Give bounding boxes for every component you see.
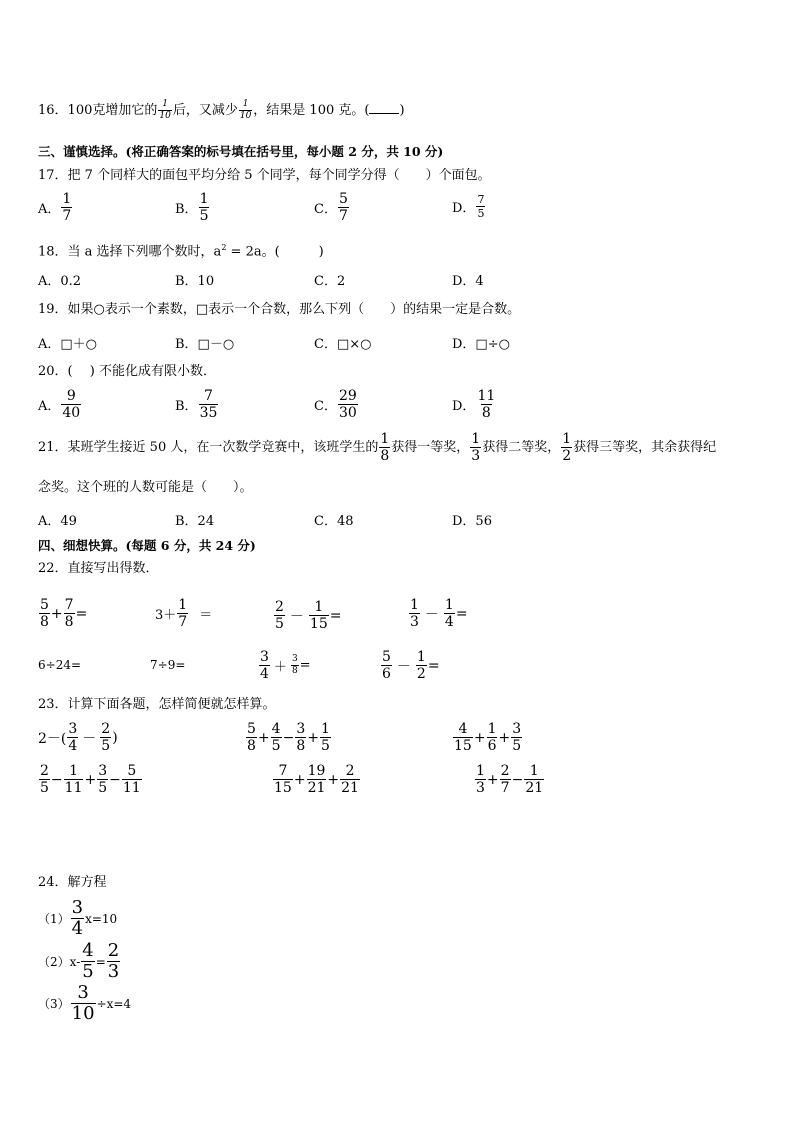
expression: $\frac{7}{15}$ + $\frac{19}{21}$ + $\frac{2}{21}$	[274, 763, 359, 796]
question-text: ，结果是 100 克。(	[253, 103, 370, 118]
option-d[interactable]: D． $\frac{7}{5}$	[452, 193, 485, 220]
fraction: $\frac{1}{10}$	[159, 99, 171, 121]
option-b[interactable]: B．□－○	[175, 337, 235, 352]
option-a[interactable]: A． $\frac{1}{7}$	[38, 191, 72, 224]
expression: $\frac{5}{6}$ － $\frac{1}{2}$ =	[382, 649, 440, 682]
option-c[interactable]: C．□×○	[314, 337, 372, 352]
question-16	[38, 100, 405, 121]
question-19: 19．如果○表示一个素数，□表示一个合数，那么下列（ ）的结果一定是合数。	[38, 302, 521, 317]
option-b[interactable]: B． $\frac{7}{35}$	[175, 388, 218, 421]
option-a[interactable]: A． $\frac{9}{40}$	[38, 388, 81, 421]
expression: $\frac{2}{5}$ － $\frac{1}{15}$ =	[275, 599, 342, 632]
expression: $\frac{1}{3}$ + $\frac{2}{7}$ − $\frac{1}{21}$	[476, 763, 544, 796]
option-a[interactable]: A．49	[38, 514, 77, 529]
question-22: 22．直接写出得数．	[38, 561, 159, 576]
answer-blank[interactable]	[369, 101, 399, 114]
option-b[interactable]: B．24	[175, 514, 215, 529]
expression: $\frac{2}{5}$ − $\frac{1}{11}$ + $\frac{3}{5}$ − $\frac{5}{11}$	[40, 763, 141, 796]
option-b[interactable]: B．10	[175, 274, 215, 289]
expression: $\frac{5}{8}$ + $\frac{7}{8}$ =	[40, 597, 88, 630]
equation-2: （2） x- $\frac{4}{5}$ = $\frac{2}{3}$	[38, 940, 120, 982]
question-text: 100克增加它的	[67, 103, 158, 118]
equation-3: （3） $\frac{3}{10}$ ÷x=4	[38, 982, 132, 1024]
option-a[interactable]: A．0.2	[38, 274, 82, 289]
expression: $\frac{4}{15}$ + $\frac{1}{6}$ + $\frac{3}{5}$	[454, 721, 522, 754]
question-21: 21．某班学生接近 50 人，在一次数学竞赛中，该班学生的 $\frac{1}{8}$ 获得一等奖， $\frac{1}{3}$ 获得二等奖， $\frac{1}{2}$ 获得三等奖，其余获得纪	[38, 431, 717, 464]
expression: $\frac{5}{8}$ + $\frac{4}{5}$ − $\frac{3}{8}$ + $\frac{1}{5}$	[247, 721, 330, 754]
section-4-title: 四、细想快算。(每题 6 分，共 24 分)	[38, 538, 256, 553]
option-d[interactable]: D．□÷○	[452, 337, 510, 352]
question-24: 24．解方程	[38, 875, 107, 890]
option-d[interactable]: D．4	[452, 274, 484, 289]
section-3-title: 三、谨慎选择。(将正确答案的标号填在括号里，每小题 2 分，共 10 分)	[38, 144, 444, 159]
expression: $\frac{3}{4}$ ＋ $\frac{3}{8}$ =	[260, 649, 311, 682]
option-b[interactable]: B． $\frac{1}{5}$	[175, 191, 209, 224]
question-number: 16．	[38, 103, 68, 118]
option-a[interactable]: A．□＋○	[38, 337, 98, 352]
question-23: 23．计算下面各题，怎样简便就怎样算。	[38, 697, 276, 712]
fraction: $\frac{1}{10}$	[239, 99, 252, 121]
expression: $\frac{1}{3}$ － $\frac{1}{4}$ =	[410, 597, 468, 630]
option-d[interactable]: D．56	[452, 514, 492, 529]
option-c[interactable]: C．48	[314, 514, 354, 529]
expression: 7÷9=	[150, 658, 186, 672]
question-text: )	[399, 103, 405, 118]
option-c[interactable]: C． $\frac{5}{7}$	[314, 191, 348, 224]
option-c[interactable]: C．2	[314, 274, 346, 289]
expression: 2－( $\frac{3}{4}$ － $\frac{2}{5}$ )	[38, 721, 118, 754]
question-21-line2: 念奖。这个班的人数可能是（ ）。	[38, 480, 253, 495]
question-18: 18．当 a 选择下列哪个数时，$a^2 = 2a$。( )	[38, 243, 324, 260]
equation-1: （1） $\frac{3}{4}$ x=10	[38, 897, 118, 939]
expression: 6÷24=	[38, 658, 82, 672]
expression: 3＋ $\frac{1}{7}$ ＝	[155, 597, 213, 630]
question-text: 后，又减少	[172, 103, 238, 118]
option-d[interactable]: D． $\frac{11}{8}$	[452, 388, 496, 421]
option-c[interactable]: C． $\frac{29}{30}$	[314, 388, 357, 421]
question-20: 20．( ) 不能化成有限小数．	[38, 364, 216, 379]
question-17: 17．把 7 个同样大的面包平均分给 5 个同学，每个同学分得（ ）个面包。	[38, 168, 491, 183]
